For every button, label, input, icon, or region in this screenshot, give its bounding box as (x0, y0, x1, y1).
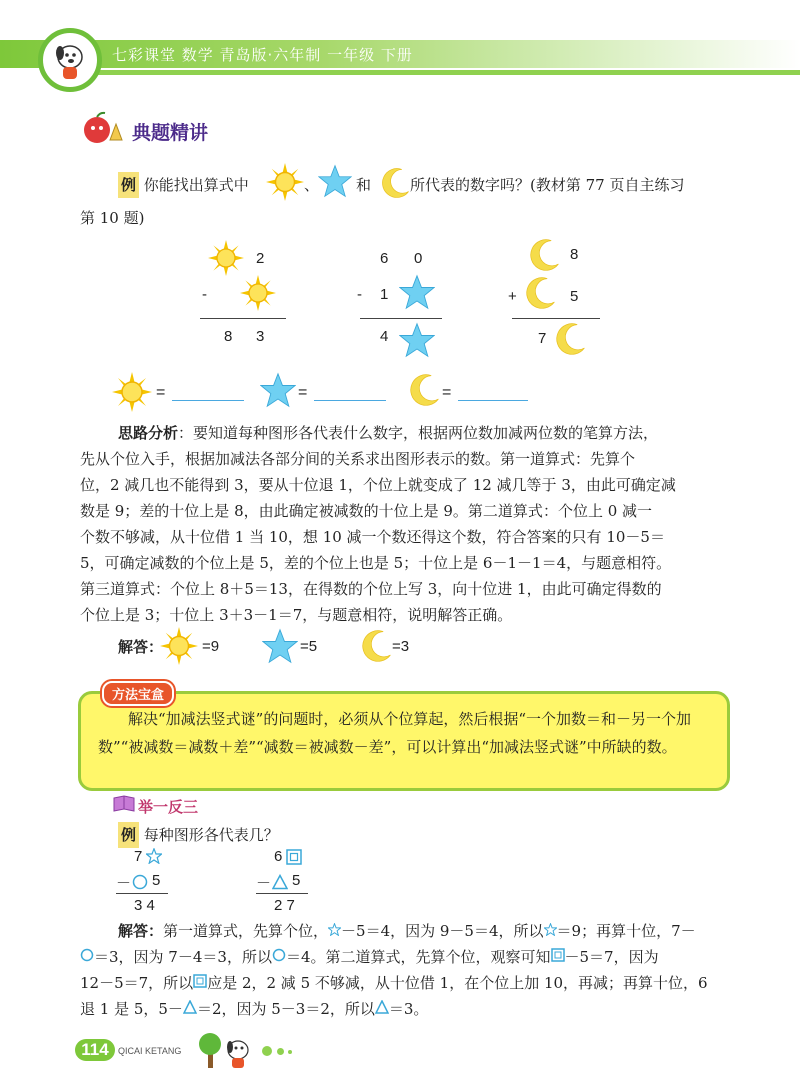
solution-sun-value: =9 (202, 638, 220, 655)
p2-star-mid-icon (399, 274, 435, 310)
pr-l4a: 退 1 是 5，5－ (80, 1000, 183, 1018)
p2-op: - (357, 286, 362, 303)
solution-moon-icon (358, 626, 394, 666)
solution-star-value: =5 (300, 638, 318, 655)
blank-sun-icon (112, 372, 152, 412)
analysis-line-1: 先从个位入手，根据加减法各部分间的关系求出图形表示的数。第一道算式：先算个 (80, 450, 636, 468)
blank-eq1: = (156, 384, 166, 401)
analysis-line-6: 第三道算式：个位上 8＋5＝13，在得数的个位上写 3，向十位进 1，由此可确定得数的 (80, 580, 662, 598)
blank-line-sun[interactable] (172, 400, 244, 401)
analysis-block (80, 420, 730, 628)
analysis-line-5: 5，可确定减数的个位上是 5，差的个位上也是 5；十位上是 6－1－1＝4，与题意相符。 (80, 554, 672, 572)
analysis-line-2: 位，2 减几也不能得到 3，要从十位退 1，个位上就变成了 12 减几等于 3，由此可确定减 (80, 476, 676, 494)
p3-top-ones: 8 (570, 246, 579, 263)
analysis-line-7: 个位上是 3；十位上 3＋3－1＝7，与题意相符，说明解答正确。 (80, 606, 513, 624)
footer-brand: QICAI KETANG (118, 1046, 182, 1056)
practice-answer-line3 (80, 970, 708, 996)
solution-label: 解答： (118, 638, 164, 656)
pb-mid: 5 (292, 872, 301, 889)
p2-star-res-icon (399, 322, 435, 358)
pr-l4b: ＝2，因为 5－3＝2，所以 (196, 1000, 375, 1018)
p1-rule (200, 318, 286, 319)
p3-op: + (508, 288, 517, 305)
practice-question-text: 每种图形各代表几？ (143, 826, 279, 844)
section-title: 典题精讲 (132, 122, 209, 144)
mascot-dog-icon (43, 33, 97, 87)
p1-sun-top-icon (208, 240, 244, 276)
inline-triangle-icon (183, 1000, 197, 1014)
header-strip (95, 70, 800, 75)
inline-circle-icon (80, 948, 94, 962)
method-tag: 方法宝盒 (102, 681, 174, 706)
practice-answer-line4 (80, 996, 428, 1022)
p2-result-tens: 4 (380, 328, 389, 345)
p3-moon-mid-icon (522, 274, 558, 312)
practice-answer-label: 解答： (118, 922, 164, 940)
question-sep1: 、 (304, 176, 320, 194)
pr-l1b: －5＝4，因为 9－5＝4，所以 (341, 922, 544, 940)
blank-line-star[interactable] (314, 400, 386, 401)
page-number: 114 (75, 1039, 115, 1061)
p1-result-tens: 8 (224, 328, 233, 345)
p3-mid-ones: 5 (570, 288, 579, 305)
solution-star-icon (262, 628, 298, 664)
method-text: 解决“加减法竖式谜”的问题时，必须从个位算起，然后根据“一个加数＝和－另一个加数”“被减数＝减数＋差”“减数＝被减数－差”，可以计算出“加减法竖式谜”中所缺的数。 (98, 710, 692, 756)
pa-circle-icon (132, 874, 148, 890)
footer-dot (262, 1046, 272, 1056)
pa-rule (116, 893, 168, 894)
mascot-badge (38, 28, 102, 92)
pb-square-icon (286, 849, 302, 865)
pb-triangle-icon (272, 874, 288, 890)
practice-answer-line1 (118, 918, 696, 944)
pa-mid: 5 (152, 872, 161, 889)
p2-top-tens: 6 (380, 250, 389, 267)
question-part-b: 所代表的数字吗？(教材第 77 页自主练习 (410, 176, 685, 194)
question-sep2: 和 (356, 176, 372, 194)
question-part-c: 第 10 题) (80, 209, 145, 227)
book-icon (112, 795, 136, 813)
pa-star-outline-icon (146, 848, 162, 864)
p3-moon-res-icon (552, 320, 588, 358)
inline-star-icon (328, 923, 341, 936)
p3-moon-top-icon (526, 236, 562, 274)
footer-mascot-icon (196, 1030, 260, 1070)
pb-res: 2 7 (274, 897, 295, 914)
pr-l3b: 应是 2，2 减 5 不够减，从十位借 1，在个位上加 10，再减；再算十位，6 (207, 974, 708, 992)
blank-eq2: = (298, 384, 308, 401)
p1-result-ones: 3 (256, 328, 265, 345)
pb-top: 6 (274, 848, 283, 865)
pr-l2b: ＝4。第二道算式，先算个位，观察可知 (285, 948, 551, 966)
analysis-line-4: 个数不够减，从十位借 1 当 10，想 10 减一个数还得这个数，符合答案的只有 10－5＝ (80, 528, 665, 546)
footer-dot (288, 1050, 292, 1054)
pa-op: － (116, 875, 132, 892)
inline-circle-icon (272, 948, 286, 962)
p2-rule (360, 318, 442, 319)
p3-rule (512, 318, 600, 319)
moon-icon (378, 164, 412, 202)
p3-result-tens: 7 (538, 330, 547, 347)
pr-l4c: ＝3。 (388, 1000, 429, 1018)
pb-rule (256, 893, 308, 894)
pr-l2a: ＝3，因为 7－4＝3，所以 (94, 948, 272, 966)
p1-top: 2 (256, 250, 265, 267)
pa-top: 7 (134, 848, 143, 865)
practice-label: 例 (118, 822, 139, 848)
inline-star-icon (544, 923, 557, 936)
inline-square-icon (551, 948, 565, 962)
analysis-label: 思路分析 (118, 424, 179, 442)
sun-icon (266, 163, 304, 201)
blank-moon-icon (406, 370, 442, 410)
blank-line-moon[interactable] (458, 400, 528, 401)
question-part-a: 你能找出算式中 (143, 176, 249, 194)
analysis-line-0: ：要知道每种图形各代表什么数字，根据两位数加减两位数的笔算方法， (178, 424, 659, 442)
pr-l1a: 第一道算式，先算个位， (163, 922, 329, 940)
pr-l2c: －5＝7，因为 (564, 948, 659, 966)
pr-l3a: 12－5＝7，所以 (80, 974, 194, 992)
p2-mid-tens: 1 (380, 286, 389, 303)
inline-triangle-icon (375, 1000, 389, 1014)
p2-top-ones: 0 (414, 250, 423, 267)
p1-op: - (202, 286, 207, 303)
apple-mascot-icon (80, 110, 124, 146)
pb-op: － (256, 875, 272, 892)
practice-answer-line2 (80, 944, 659, 970)
solution-moon-value: =3 (392, 638, 410, 655)
header-title: 七彩课堂 数学 青岛版·六年制 一年级 下册 (112, 46, 413, 64)
example-label: 例 (118, 172, 139, 198)
practice-question (118, 822, 279, 848)
pr-l1c: ＝9；再算十位，7－ (556, 922, 696, 940)
pa-res: 3 4 (134, 897, 155, 914)
inline-square-icon (193, 974, 207, 988)
practice-title: 举一反三 (138, 798, 199, 816)
solution-sun-icon (160, 627, 198, 665)
p1-sun-mid-icon (240, 275, 276, 311)
footer-dot (277, 1048, 284, 1055)
blank-star-icon (260, 372, 296, 408)
analysis-line-3: 数是 9；差的十位上是 8，由此确定被减数的十位上是 9。第二道算式：个位上 0 减一 (80, 502, 653, 520)
blank-eq3: = (442, 384, 452, 401)
star-icon (318, 164, 352, 198)
